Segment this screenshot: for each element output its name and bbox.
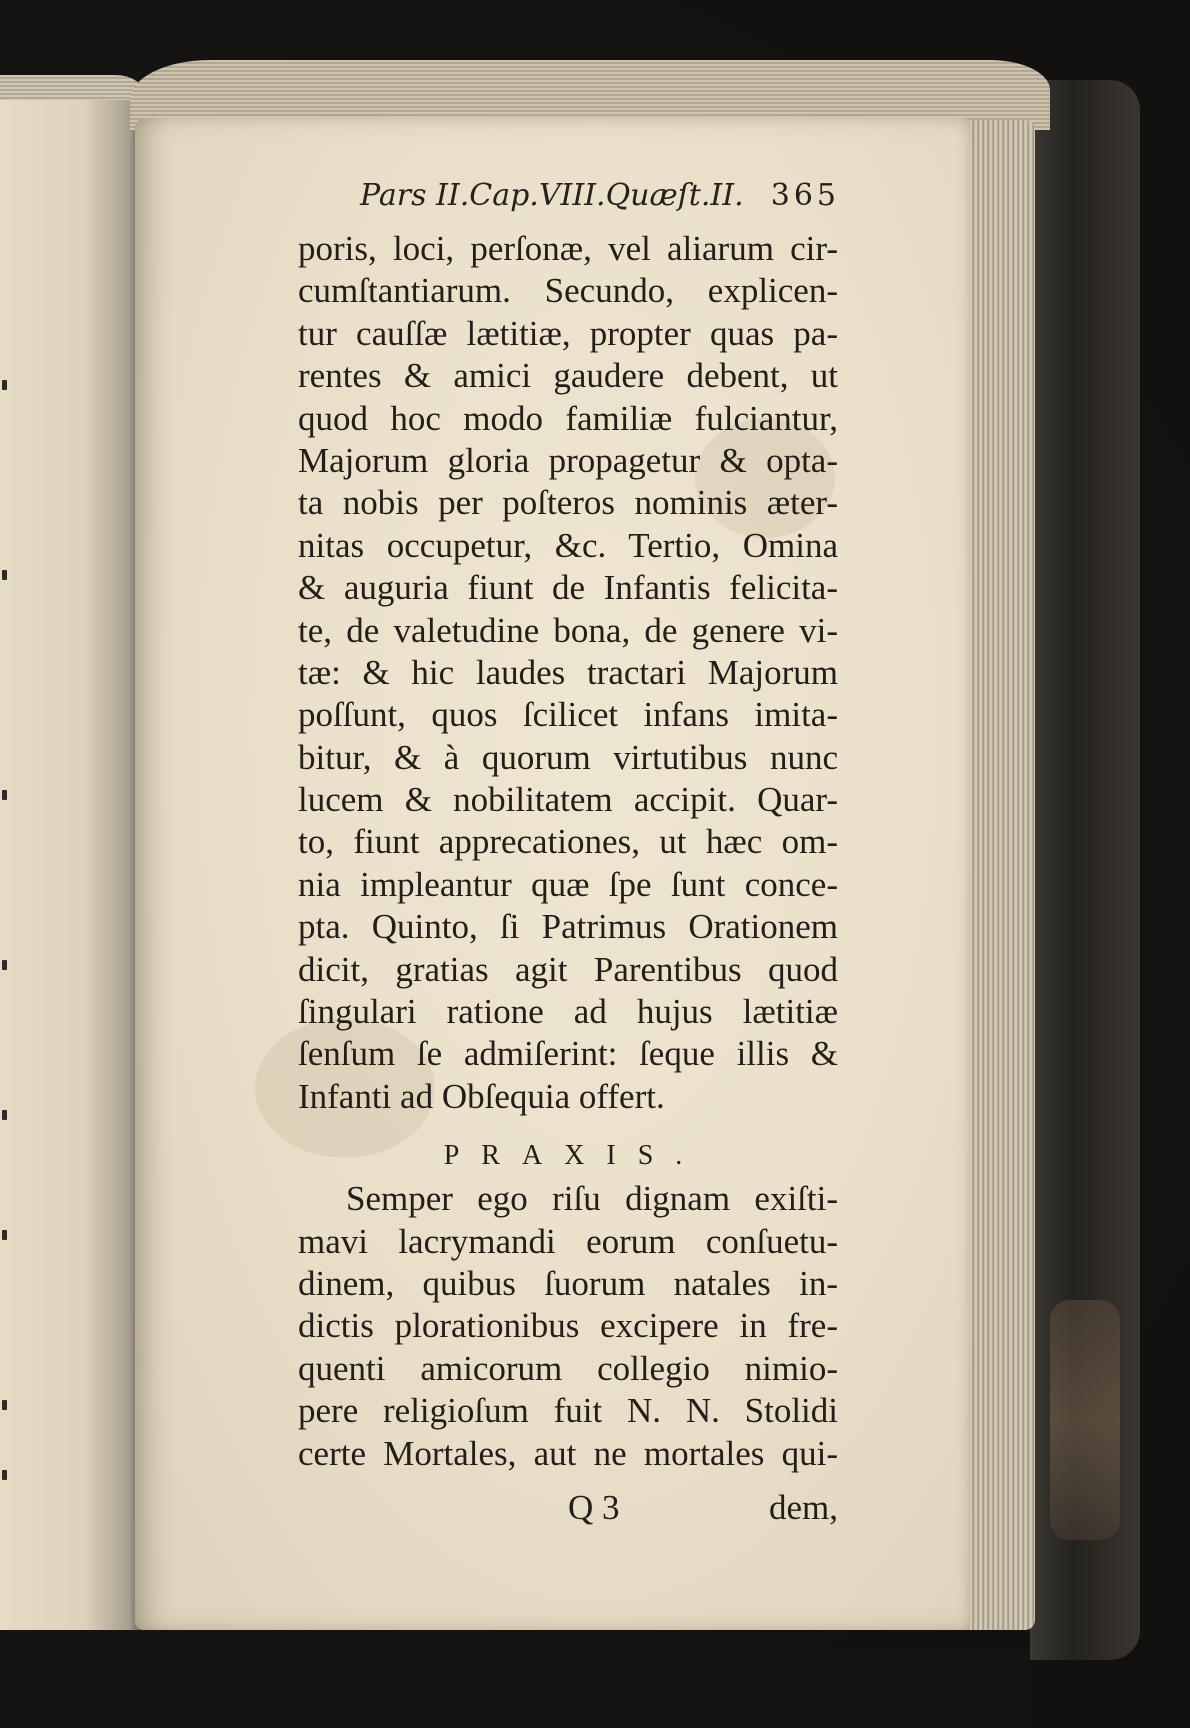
text-line: ta nobis per poſteros nominis æter- — [298, 483, 838, 523]
text-line: tur cauſſæ lætitiæ, propter quas pa- — [298, 313, 838, 353]
text-line: quod hoc modo familiæ fulciantur, — [298, 398, 838, 438]
text-line: mavi lacrymandi eorum conſuetu- — [298, 1221, 838, 1261]
text-line: lucem & nobilitatem accipit. Quar- — [298, 780, 838, 820]
text-line: Semper ego riſu dignam exiſti- — [346, 1179, 838, 1219]
text-line: pere religioſum fuit N. N. Stolidi — [298, 1391, 838, 1431]
text-line: quenti amicorum collegio nimio- — [298, 1348, 838, 1388]
cover-wear-mark — [1050, 1300, 1120, 1540]
text-line: nia impleantur quæ ſpe ſunt conce- — [298, 864, 838, 904]
catchword: dem, — [768, 1488, 838, 1527]
text-line: nitas occupetur, &c. Tertio, Omina — [298, 525, 838, 565]
left-facing-page — [0, 100, 140, 1630]
text-line: pta. Quinto, ſi Patrimus Orationem — [298, 907, 838, 947]
text-line: Infanti ad Obſequia offert. — [298, 1076, 665, 1116]
left-page-text-fragments — [0, 100, 10, 1630]
text-line: te, de valetudine bona, de genere vi- — [298, 610, 838, 650]
page-body — [298, 228, 838, 1475]
text-line: dicit, gratias agit Parentibus quod — [298, 949, 838, 989]
running-head: Pars II.Cap.VIII.Quæſt.II. — [360, 178, 744, 213]
page-stack-side-edge — [965, 120, 1035, 1630]
text-line: ſingulari ratione ad hujus lætitiæ — [298, 992, 838, 1032]
section-heading: PRAXIS. — [443, 1140, 705, 1172]
signature-mark: Q 3 — [568, 1488, 620, 1527]
text-line: Majorum gloria propagetur & opta- — [298, 440, 838, 480]
text-line: to, fiunt apprecationes, ut hæc om- — [298, 822, 838, 862]
page-number: 365 — [770, 178, 840, 213]
text-line: certe Mortales, aut ne mortales qui- — [298, 1433, 838, 1473]
text-line: dinem, quibus ſuorum natales in- — [298, 1263, 838, 1303]
scan-bottom-shadow — [330, 1648, 1030, 1728]
text-line: cumſtantiarum. Secundo, explicen- — [298, 271, 838, 311]
text-line: & auguria fiunt de Infantis felicita- — [298, 568, 838, 608]
page-footer — [298, 1488, 838, 1532]
text-line: dictis plorationibus excipere in fre- — [298, 1306, 838, 1346]
text-line: ſenſum ſe admiſerint: ſeque illis & — [298, 1034, 838, 1074]
text-line: rentes & amici gaudere debent, ut — [298, 356, 838, 396]
text-line: tæ: & hic laudes tractari Majorum — [298, 652, 838, 692]
text-line: bitur, & à quorum virtutibus nunc — [298, 737, 838, 777]
page-header — [360, 178, 840, 224]
text-line: poſſunt, quos ſcilicet infans imita- — [298, 695, 838, 735]
text-line: poris, loci, perſonæ, vel aliarum cir- — [298, 229, 838, 268]
